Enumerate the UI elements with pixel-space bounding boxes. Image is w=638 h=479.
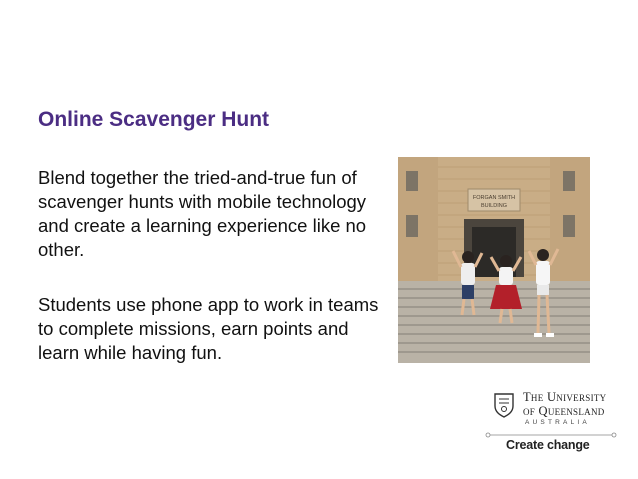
building-sign-line1: FORGAN SMITH [472,195,516,201]
logo-tagline: Create change [506,438,590,452]
paragraph-students: Students use phone app to work in teams to complete missions, earn points and learn while having fun. [38,294,379,363]
building-sign-line2: BUILDING [481,203,507,209]
uq-crest-icon [493,392,515,418]
university-logo [485,388,620,458]
photo-illustration [398,157,590,363]
window [406,171,418,191]
paragraph-intro: Blend together the tried-and-true fun of scavenger hunts with mobile technology and create a learning experience like no other. [38,167,367,260]
slide-title: Online Scavenger Hunt [38,108,270,131]
logo-line-university: The University [523,390,607,404]
logo-line-australia: AUSTRALIA [525,419,590,426]
window [406,215,418,237]
logo-line-queensland: of Queensland [523,404,605,418]
students-jumping-photo [398,157,590,363]
window [563,215,575,237]
window [563,171,575,191]
